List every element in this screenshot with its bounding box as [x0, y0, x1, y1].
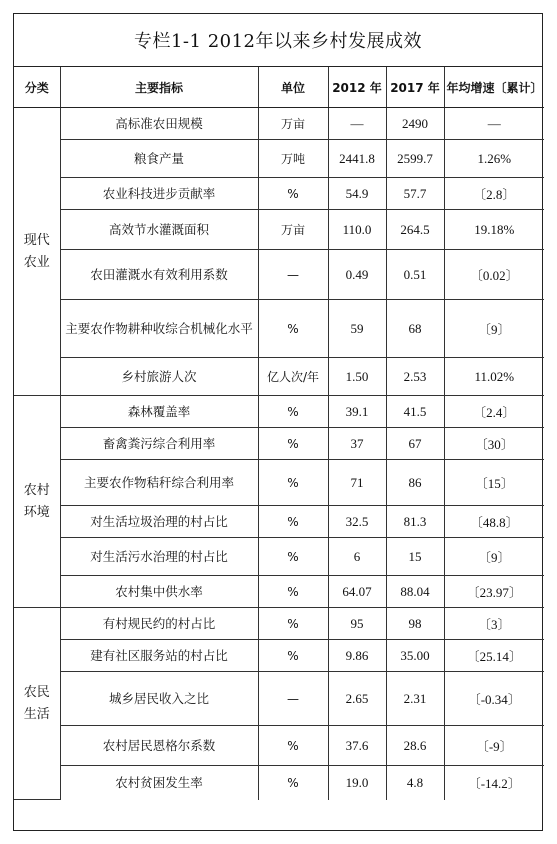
growth-cell: 〔-0.34〕 — [444, 672, 544, 726]
unit-cell: 万亩 — [258, 210, 328, 250]
header-2012: 2012 年 — [328, 67, 386, 108]
header-row — [14, 67, 544, 108]
value-2017-cell: 15 — [386, 538, 444, 576]
indicator-cell: 城乡居民收入之比 — [60, 672, 258, 726]
indicator-cell: 对生活垃圾治理的村占比 — [60, 506, 258, 538]
table-row — [14, 608, 544, 640]
indicator-cell: 主要农作物耕种收综合机械化水平 — [60, 300, 258, 358]
growth-cell: 〔3〕 — [444, 608, 544, 640]
value-2012-cell: 64.07 — [328, 576, 386, 608]
unit-cell: % — [258, 178, 328, 210]
value-2012-cell: 1.50 — [328, 358, 386, 396]
indicator-cell: 粮食产量 — [60, 140, 258, 178]
growth-cell: 〔9〕 — [444, 300, 544, 358]
indicator-cell: 高标准农田规模 — [60, 108, 258, 140]
table-row — [14, 640, 544, 672]
value-2012-cell: 19.0 — [328, 766, 386, 800]
value-2012-cell: 54.9 — [328, 178, 386, 210]
indicator-cell: 高效节水灌溉面积 — [60, 210, 258, 250]
table-row — [14, 506, 544, 538]
table-frame — [13, 13, 543, 831]
growth-cell: 〔15〕 — [444, 460, 544, 506]
unit-cell: % — [258, 460, 328, 506]
unit-cell: % — [258, 300, 328, 358]
table-row — [14, 538, 544, 576]
unit-cell: % — [258, 538, 328, 576]
growth-cell: 〔48.8〕 — [444, 506, 544, 538]
growth-cell: 〔30〕 — [444, 428, 544, 460]
header-2017: 2017 年 — [386, 67, 444, 108]
indicator-cell: 建有社区服务站的村占比 — [60, 640, 258, 672]
value-2017-cell: 68 — [386, 300, 444, 358]
unit-cell: 万吨 — [258, 140, 328, 178]
unit-cell: % — [258, 726, 328, 766]
table-row — [14, 672, 544, 726]
category-cell — [14, 608, 60, 800]
indicator-cell: 农业科技进步贡献率 — [60, 178, 258, 210]
value-2017-cell: 98 — [386, 608, 444, 640]
table-row — [14, 396, 544, 428]
value-2012-cell: 0.49 — [328, 250, 386, 300]
indicator-cell: 主要农作物秸秆综合利用率 — [60, 460, 258, 506]
category-label-line: 农村 — [23, 482, 50, 498]
indicator-cell: 农田灌溉水有效利用系数 — [60, 250, 258, 300]
table-row — [14, 766, 544, 800]
category-label-line: 现代 — [23, 232, 50, 248]
table-row — [14, 210, 544, 250]
unit-cell: 万亩 — [258, 108, 328, 140]
indicator-cell: 有村规民约的村占比 — [60, 608, 258, 640]
value-2017-cell: 67 — [386, 428, 444, 460]
unit-cell: % — [258, 428, 328, 460]
value-2017-cell: 28.6 — [386, 726, 444, 766]
category-label-line: 生活 — [23, 706, 50, 722]
value-2017-cell: 2.53 — [386, 358, 444, 396]
unit-cell: 亿人次/年 — [258, 358, 328, 396]
table-row — [14, 300, 544, 358]
indicator-cell: 农村集中供水率 — [60, 576, 258, 608]
growth-cell: 〔23.97〕 — [444, 576, 544, 608]
growth-cell: 〔-14.2〕 — [444, 766, 544, 800]
growth-cell: 〔2.4〕 — [444, 396, 544, 428]
value-2017-cell: 264.5 — [386, 210, 444, 250]
header-category: 分类 — [14, 67, 60, 108]
value-2012-cell: 37.6 — [328, 726, 386, 766]
header-unit: 单位 — [258, 67, 328, 108]
table-row — [14, 140, 544, 178]
table-row — [14, 460, 544, 506]
value-2017-cell: 35.00 — [386, 640, 444, 672]
value-2012-cell: 2.65 — [328, 672, 386, 726]
category-cell — [14, 108, 60, 396]
indicator-table — [14, 67, 544, 800]
value-2012-cell: 32.5 — [328, 506, 386, 538]
value-2012-cell: 95 — [328, 608, 386, 640]
table-row — [14, 250, 544, 300]
unit-cell: % — [258, 396, 328, 428]
unit-cell: % — [258, 608, 328, 640]
growth-cell: 〔0.02〕 — [444, 250, 544, 300]
category-label-line: 农民 — [23, 684, 50, 700]
table-row — [14, 576, 544, 608]
growth-cell: 11.02% — [444, 358, 544, 396]
value-2012-cell: 6 — [328, 538, 386, 576]
category-label-line: 环境 — [23, 504, 50, 520]
value-2017-cell: 57.7 — [386, 178, 444, 210]
value-2017-cell: 86 — [386, 460, 444, 506]
table-row — [14, 428, 544, 460]
indicator-cell: 对生活污水治理的村占比 — [60, 538, 258, 576]
value-2012-cell: 2441.8 — [328, 140, 386, 178]
growth-cell: 19.18% — [444, 210, 544, 250]
table-row — [14, 108, 544, 140]
unit-cell: — — [258, 250, 328, 300]
value-2017-cell: 2490 — [386, 108, 444, 140]
growth-cell: 〔-9〕 — [444, 726, 544, 766]
value-2012-cell: 71 — [328, 460, 386, 506]
indicator-cell: 畜禽粪污综合利用率 — [60, 428, 258, 460]
unit-cell: — — [258, 672, 328, 726]
value-2017-cell: 81.3 — [386, 506, 444, 538]
value-2012-cell: — — [328, 108, 386, 140]
value-2017-cell: 2.31 — [386, 672, 444, 726]
unit-cell: % — [258, 640, 328, 672]
value-2017-cell: 0.51 — [386, 250, 444, 300]
value-2017-cell: 4.8 — [386, 766, 444, 800]
category-label-line: 农业 — [23, 254, 50, 270]
header-indicator: 主要指标 — [60, 67, 258, 108]
indicator-cell: 农村居民恩格尔系数 — [60, 726, 258, 766]
value-2012-cell: 110.0 — [328, 210, 386, 250]
value-2012-cell: 59 — [328, 300, 386, 358]
value-2012-cell: 37 — [328, 428, 386, 460]
table-body — [14, 108, 544, 800]
growth-cell: 1.26% — [444, 140, 544, 178]
table-row — [14, 178, 544, 210]
indicator-cell: 乡村旅游人次 — [60, 358, 258, 396]
unit-cell: % — [258, 576, 328, 608]
value-2012-cell: 39.1 — [328, 396, 386, 428]
table-title: 专栏1-1 2012年以来乡村发展成效 — [14, 14, 542, 67]
value-2017-cell: 41.5 — [386, 396, 444, 428]
table-row — [14, 358, 544, 396]
header-growth: 年均增速〔累计〕 — [444, 67, 544, 108]
category-cell — [14, 396, 60, 608]
indicator-cell: 农村贫困发生率 — [60, 766, 258, 800]
unit-cell: % — [258, 766, 328, 800]
value-2017-cell: 88.04 — [386, 576, 444, 608]
growth-cell: 〔25.14〕 — [444, 640, 544, 672]
growth-cell: 〔9〕 — [444, 538, 544, 576]
indicator-cell: 森林覆盖率 — [60, 396, 258, 428]
unit-cell: % — [258, 506, 328, 538]
value-2017-cell: 2599.7 — [386, 140, 444, 178]
growth-cell: 〔2.8〕 — [444, 178, 544, 210]
value-2012-cell: 9.86 — [328, 640, 386, 672]
growth-cell: — — [444, 108, 544, 140]
table-row — [14, 726, 544, 766]
